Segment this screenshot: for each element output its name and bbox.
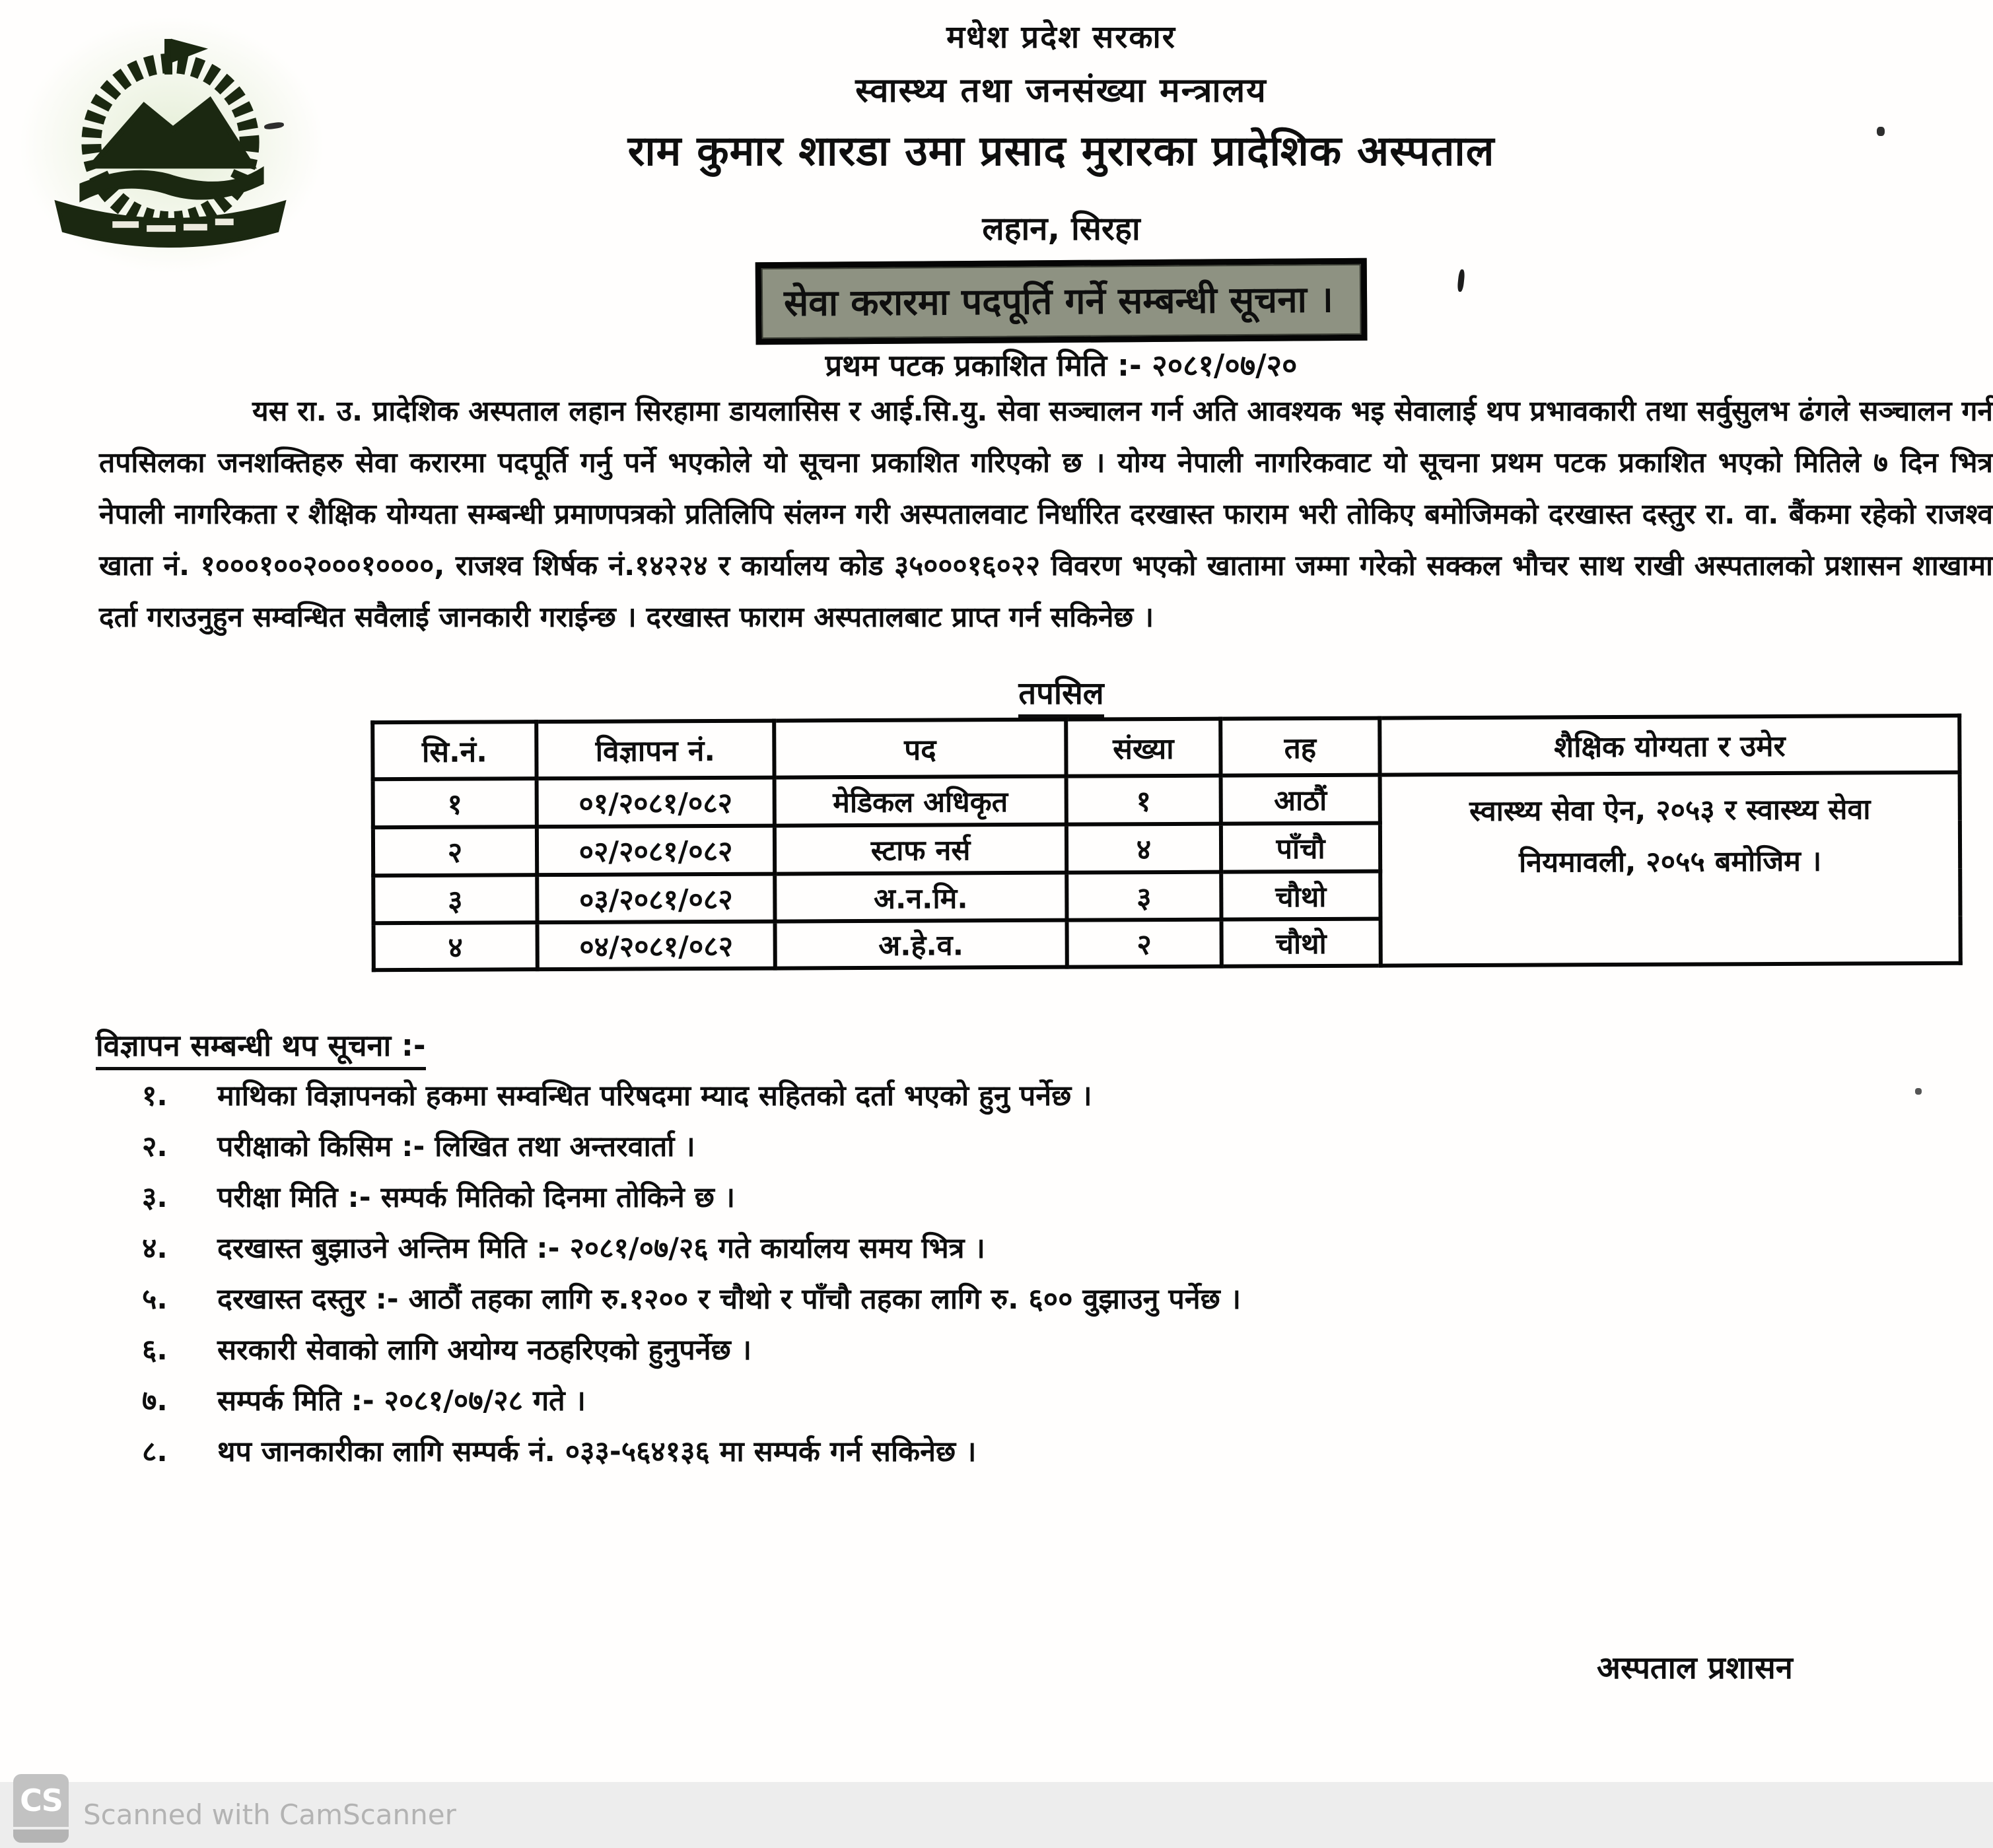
cell-post: मेडिकल अधिकृत: [775, 776, 1066, 826]
list-item: [142, 1329, 752, 1368]
hospital-location: लहान, सिरहा: [982, 210, 1140, 248]
cell-sn: ४: [374, 922, 538, 970]
camscanner-label: Scanned with CamScanner: [83, 1798, 456, 1831]
additional-notice-heading-text: विज्ञापन सम्बन्धी थप सूचना :-: [96, 1028, 426, 1070]
table-title-text: तपसिल: [1018, 675, 1103, 718]
notice-body-paragraph: यस रा. उ. प्रादेशिक अस्पताल लहान सिरहामा डायलासिस र आई.सि.यु. सेवा सञ्चालन गर्न अति आवश्यक भइ सेवालाई थप प्रभावकारी तथा सर्वुसुलभ ढंगले सञ्चालन गर्न तपसिलका जनशक्तिहरु सेवा करारमा पदपूर्ति गर्नु पर्ने भएकोले यो सूचना प्रकाशित गरिएको छ । योग्य नेपाली नागरिकवाट यो सूचना प्रथम पटक प्रकाशित भएको मितिले ७ दिन भित्र नेपाली नागरिकता र शैक्षिक योग्यता सम्बन्धी प्रमाणपत्रको प्रतिलिपि संलग्न गरी अस्पतालवाट निर्धारित दरखास्त फाराम भरी तोकिए बमोजिमको दरखास्त दस्तुर रा. वा. बैंकमा रहेको राजश्व खाता नं. १०००१००२०००१००००, राजश्व शिर्षक नं.१४२२४ र कार्यालय कोड ३५०००१६०२२ विवरण भएको खातामा जम्मा गरेको सक्कल भौचर साथ राखी अस्पतालको प्रशासन शाखामा दर्ता गराउनुहुन सम्वन्धित सवैलाई जानकारी गराईन्छ । दरखास्त फाराम अस्पतालबाट प्राप्त गर्न सकिनेछ ।: [99, 395, 1993, 634]
list-item-number: ८.: [142, 1435, 168, 1468]
cell-advert-no: ०२/२०८१/०८२: [537, 826, 775, 875]
notice-title-box: सेवा करारमा पदपूर्ति गर्ने सम्बन्धी सूचना ।: [755, 258, 1368, 345]
cell-advert-no: ०३/२०८१/०८२: [537, 874, 775, 923]
cell-count: ३: [1066, 872, 1221, 920]
vacancy-table: [370, 714, 1963, 973]
cell-level: आठौं: [1221, 775, 1380, 824]
camscanner-footer-bar: [0, 1782, 1993, 1848]
col-header-count: संख्या: [1066, 719, 1220, 776]
scan-speck: [1457, 269, 1465, 292]
col-header-advert-no: विज्ञापन नं.: [536, 721, 774, 779]
table-title: [129, 671, 1993, 713]
cell-sn: ३: [373, 875, 537, 923]
cell-level: चौथो: [1221, 872, 1380, 920]
list-item-text: परीक्षाको किसिम :- लिखित तथा अन्तरवार्ता ।: [217, 1130, 695, 1163]
list-item-text: थप जानकारीका लागि सम्पर्क नं. ०३३-५६४१३६ मा सम्पर्क गर्न सकिनेछ ।: [217, 1435, 977, 1468]
cell-post: अ.हे.व.: [775, 920, 1067, 969]
qualification-line2: नियमावली, २०५५ बमोजिम ।: [1518, 844, 1822, 879]
list-item-number: ५.: [142, 1283, 168, 1316]
table-header-row: [372, 716, 1959, 779]
ministry-name: स्वास्थ्य तथा जनसंख्या मन्त्रालय: [855, 71, 1267, 110]
list-item: [142, 1227, 985, 1266]
list-item-text: दरखास्त बुझाउने अन्तिम मिति :- २०८१/०७/२६ गते कार्यालय समय भित्र ।: [217, 1232, 985, 1265]
cell-count: २: [1067, 920, 1222, 967]
col-header-qualification: शैक्षिक योग्यता र उमेर: [1380, 716, 1959, 775]
list-item-text: माथिका विज्ञापनको हकमा सम्वन्धित परिषदमा म्याद सहितको दर्ता भएको हुनु पर्नेछ ।: [217, 1079, 1092, 1112]
cell-count: १: [1066, 776, 1221, 825]
list-item-number: ७.: [142, 1385, 168, 1418]
list-item-number: ३.: [142, 1181, 168, 1214]
list-item-number: ६.: [142, 1334, 168, 1367]
list-item: [142, 1380, 586, 1419]
cell-level: चौथो: [1222, 919, 1381, 967]
scan-speck: [1877, 127, 1885, 136]
table-row: [373, 772, 1960, 827]
col-header-post: पद: [774, 720, 1066, 778]
cell-post: स्टाफ नर्स: [775, 825, 1066, 874]
additional-notice-heading: [96, 1025, 426, 1065]
cell-post: अ.न.मि.: [775, 873, 1066, 922]
cell-count: ४: [1066, 824, 1221, 873]
list-item: [142, 1126, 695, 1165]
cell-advert-no: ०४/२०८१/०८२: [538, 922, 775, 970]
camscanner-icon-flap: [13, 1827, 69, 1843]
cell-qualification: [1380, 772, 1961, 966]
col-header-sn: सि.नं.: [372, 722, 536, 779]
list-item-text: सम्पर्क मिति :- २०८१/०७/२८ गते ।: [217, 1385, 586, 1418]
list-item: [142, 1278, 1241, 1317]
signature-hospital-administration: अस्पताल प्रशासन: [1597, 1650, 1793, 1686]
government-name: मधेश प्रदेश सरकार: [946, 19, 1176, 55]
cell-sn: २: [373, 827, 537, 875]
list-item-number: १.: [142, 1079, 168, 1112]
camscanner-icon-letters: CS: [20, 1783, 62, 1818]
col-header-level: तह: [1220, 718, 1380, 776]
cell-level: पाँचौ: [1221, 823, 1380, 872]
list-item-text: दरखास्त दस्तुर :- आठौं तहका लागि रु.१२०० र चौथो र पाँचौ तहका लागि रु. ६०० वुझाउनु पर्नेछ ।: [217, 1283, 1241, 1316]
cell-advert-no: ०१/२०८१/०८२: [537, 778, 775, 827]
list-item-text: सरकारी सेवाको लागि अयोग्य नठहरिएको हुनुपर्नेछ ।: [217, 1334, 752, 1367]
list-item: [142, 1177, 735, 1215]
list-item-number: ४.: [142, 1232, 168, 1265]
list-item: [142, 1431, 976, 1470]
list-item-text: परीक्षा मिति :- सम्पर्क मितिको दिनमा तोकिने छ ।: [217, 1181, 736, 1214]
qualification-line1: स्वास्थ्य सेवा ऐन, २०५३ र स्वास्थ्य सेवा: [1469, 793, 1871, 828]
list-item-number: २.: [142, 1130, 168, 1163]
cell-sn: १: [373, 778, 537, 827]
scan-speck: [1915, 1088, 1922, 1095]
hospital-name: राम कुमार शारडा उमा प्रसाद मुरारका प्रादेशिक अस्पताल: [627, 127, 1495, 175]
first-published-date: प्रथम पटक प्रकाशित मिति :- २०८१/०७/२०: [825, 348, 1298, 383]
camscanner-icon: [13, 1774, 69, 1843]
list-item: [142, 1075, 1092, 1114]
